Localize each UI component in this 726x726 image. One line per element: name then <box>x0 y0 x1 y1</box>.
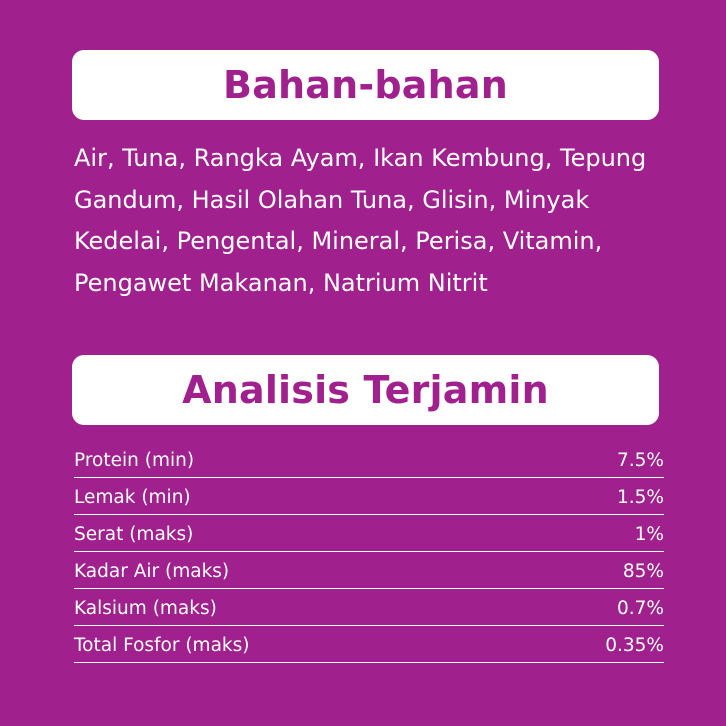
ingredients-title: Bahan-bahan <box>223 63 508 107</box>
row-label: Protein (min) <box>74 449 195 471</box>
nutrition-table <box>74 441 664 663</box>
analysis-title: Analisis Terjamin <box>182 368 549 412</box>
row-label: Lemak (min) <box>74 486 191 508</box>
row-value: 1.5% <box>617 486 664 508</box>
row-value: 1% <box>634 523 664 545</box>
row-value: 0.7% <box>617 597 664 619</box>
table-row <box>74 589 664 626</box>
row-label: Total Fosfor (maks) <box>74 634 250 656</box>
row-label: Serat (maks) <box>74 523 194 545</box>
table-row <box>74 626 664 663</box>
ingredients-header <box>72 50 659 120</box>
table-row <box>74 552 664 589</box>
analysis-header <box>72 355 659 425</box>
row-value: 0.35% <box>605 634 664 656</box>
row-value: 7.5% <box>617 449 664 471</box>
table-row <box>74 441 664 478</box>
row-value: 85% <box>622 560 664 582</box>
row-label: Kalsium (maks) <box>74 597 217 619</box>
table-row <box>74 478 664 515</box>
row-label: Kadar Air (maks) <box>74 560 230 582</box>
table-row <box>74 515 664 552</box>
ingredients-list: Air, Tuna, Rangka Ayam, Ikan Kembung, Tepung Gandum, Hasil Olahan Tuna, Glisin, Minyak Kedelai, Pengental, Mineral, Perisa, Vitamin, Pengawet Makanan, Natrium Nitrit <box>74 144 647 297</box>
